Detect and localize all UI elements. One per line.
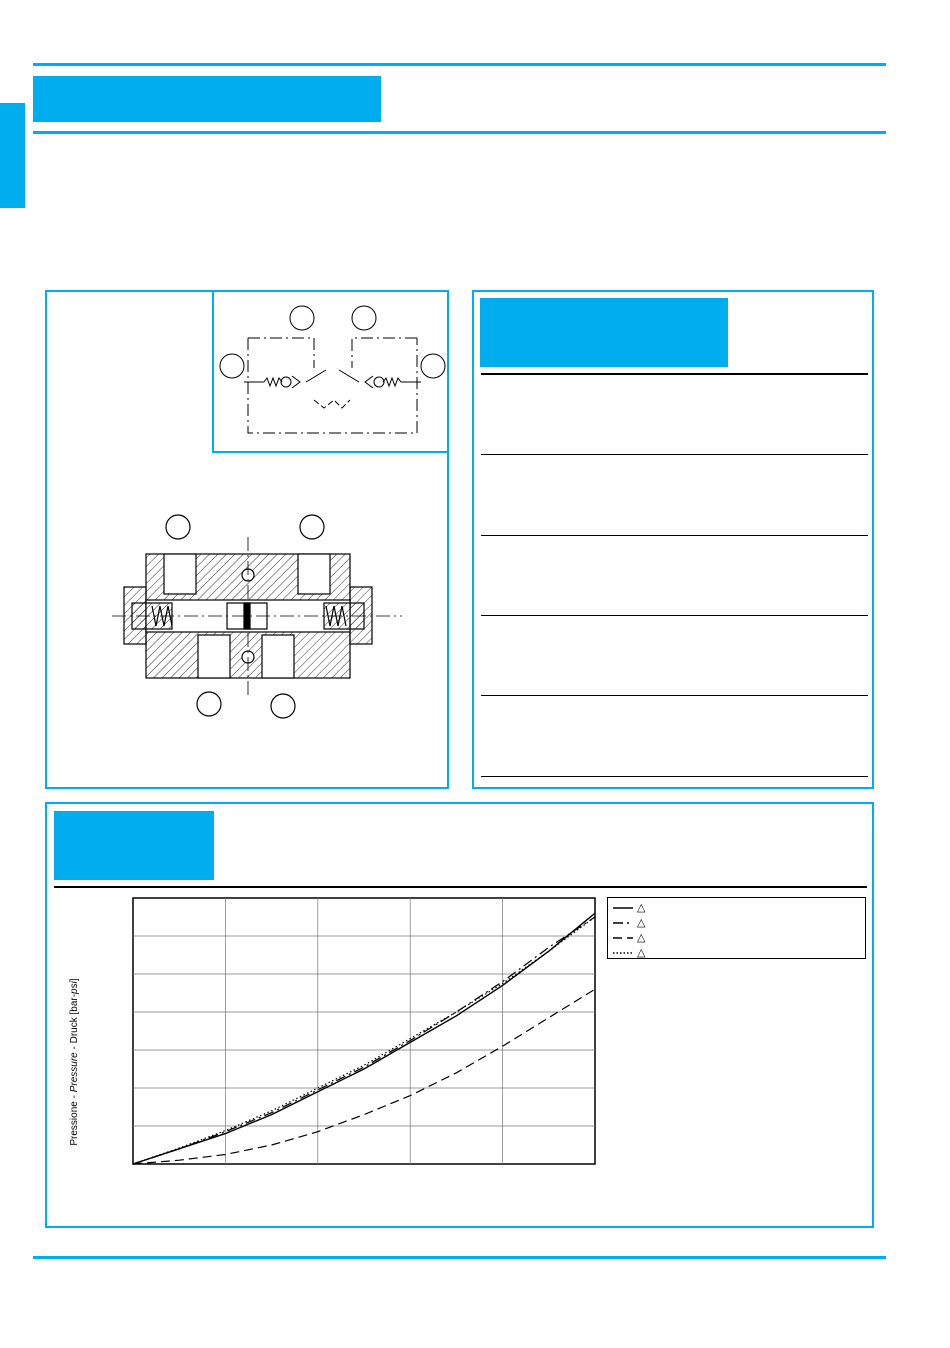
pressure-flow-chart (131, 896, 597, 1166)
port-circle (166, 515, 190, 539)
port-circle (352, 306, 376, 330)
table-row-divider (481, 776, 868, 777)
legend-entry (612, 916, 645, 930)
legend-line-swatch (612, 933, 634, 943)
legend-line-swatch (612, 948, 634, 958)
footer-rule (33, 1256, 886, 1259)
port-circle (290, 306, 314, 330)
header-bottom-rule (33, 131, 886, 134)
port-circle (220, 354, 244, 378)
table-row-divider (481, 454, 868, 455)
port-circle (271, 694, 295, 718)
chart-legend (607, 897, 866, 959)
table-row-divider (481, 695, 868, 696)
series-line-dotted (133, 917, 595, 1164)
graph-panel (45, 802, 874, 1228)
legend-line-swatch (612, 918, 634, 928)
port-circle (421, 354, 445, 378)
y-axis-label: Pressione - Pressure - Druck [bar-psi] (69, 978, 80, 1146)
header-top-rule (33, 63, 886, 66)
legend-entry (612, 901, 645, 915)
valve-section-drawing (112, 507, 402, 737)
legend-entry (612, 931, 645, 945)
delta-symbol: △ (637, 917, 646, 929)
hydraulic-schematic (212, 290, 449, 453)
delta-symbol: △ (637, 947, 646, 959)
delta-symbol: △ (637, 902, 646, 914)
port-circle (197, 692, 221, 716)
series-line-solid (133, 913, 595, 1164)
side-tab (0, 103, 25, 208)
delta-symbol: △ (637, 932, 646, 944)
schematic-drawing (214, 290, 451, 453)
series-line-dash-dot (133, 917, 595, 1164)
graph-header-bar (54, 811, 214, 880)
header-title-bar (33, 76, 381, 122)
port-circle (300, 515, 324, 539)
data-table-panel (472, 290, 874, 789)
table-header-bar (480, 298, 728, 367)
plot-frame (133, 898, 595, 1164)
table-row-divider (481, 615, 868, 616)
table-header-rule (481, 373, 868, 375)
legend-line-swatch (612, 903, 634, 913)
series-line-dashed (133, 989, 595, 1164)
table-row-divider (481, 535, 868, 536)
graph-header-rule (54, 886, 867, 888)
legend-entry (612, 946, 645, 960)
diagram-panel (45, 290, 449, 789)
